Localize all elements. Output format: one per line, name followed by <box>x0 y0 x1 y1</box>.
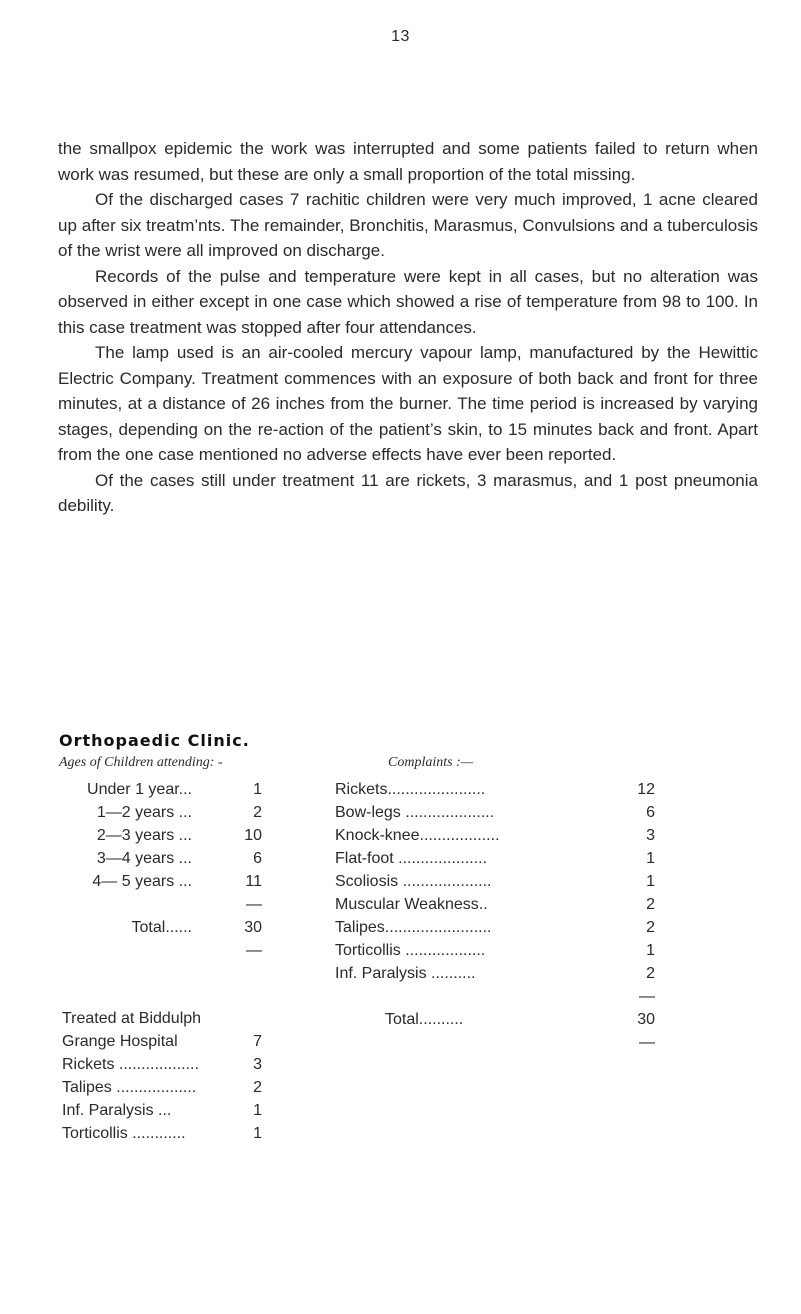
table-row <box>335 1008 655 1031</box>
table-row <box>335 870 655 893</box>
row-label: Torticollis ............ <box>62 1125 186 1142</box>
row-value: 2 <box>646 965 655 982</box>
treated-table <box>62 1007 262 1145</box>
table-row <box>62 1122 262 1145</box>
table-row <box>335 916 655 939</box>
row-label: Inf. Paralysis ... <box>62 1102 172 1119</box>
row-label: Total.......... <box>385 1011 464 1028</box>
row-value: 1 <box>646 942 655 959</box>
table-row <box>335 824 655 847</box>
table-row <box>335 801 655 824</box>
table-row <box>62 939 262 962</box>
ages-heading: Ages of Children attending: - <box>59 755 223 770</box>
row-value: 2 <box>253 1079 262 1096</box>
paragraph: Records of the pulse and temperature were kept in all cases, but no alteration was observed in either except in one case which showed a rise of temperature from 98 to 100. In this case treatment was stopped after four attendances. <box>58 266 758 337</box>
table-row <box>335 778 655 801</box>
row-label: Flat-foot .................... <box>335 850 488 867</box>
table-row <box>335 847 655 870</box>
row-value: 1 <box>646 850 655 867</box>
ages-table <box>62 778 262 962</box>
table-row <box>62 847 262 870</box>
row-value: — <box>639 1034 655 1051</box>
row-value: — <box>246 896 262 913</box>
paragraph: the smallpox epidemic the work was interrupted and some patients failed to return when work was resumed, but these are only a small proportion of the total missing. <box>58 139 758 184</box>
row-label: Muscular Weakness.. <box>335 896 488 913</box>
row-value: 1 <box>253 1102 262 1119</box>
row-value: — <box>639 988 655 1005</box>
row-value: 2 <box>646 919 655 936</box>
table-row <box>335 893 655 916</box>
table-row <box>335 985 655 1008</box>
row-label: Under 1 year... <box>87 781 192 798</box>
row-label: 1—2 years ... <box>96 804 192 821</box>
row-label: 3—4 years ... <box>96 850 192 867</box>
row-label: Rickets...................... <box>335 781 486 798</box>
row-value: 3 <box>646 827 655 844</box>
row-label: 4— 5 years ... <box>92 873 192 890</box>
table-row <box>62 870 262 893</box>
paragraph: Of the discharged cases 7 rachitic children were very much improved, 1 acne cleared up after six treatm’nts. The remainder, Bronchitis, Marasmus, Convulsions and a tuberculosis of the wrist were all improved on discharge. <box>58 190 758 260</box>
row-value: 3 <box>253 1056 262 1073</box>
table-row <box>62 1030 262 1053</box>
row-value: 6 <box>646 804 655 821</box>
body-text <box>58 136 758 519</box>
row-label: Torticollis .................. <box>335 942 486 959</box>
row-label: Rickets .................. <box>62 1056 199 1073</box>
row-value: 11 <box>245 873 262 890</box>
row-label: Talipes .................. <box>62 1079 197 1096</box>
row-value: 1 <box>253 781 262 798</box>
row-label: Knock-knee.................. <box>335 827 500 844</box>
row-value: 10 <box>244 827 262 844</box>
table-row <box>335 1031 655 1054</box>
table-row <box>62 778 262 801</box>
row-label: Total...... <box>131 919 192 936</box>
row-label: Inf. Paralysis .......... <box>335 965 476 982</box>
table-row <box>62 916 262 939</box>
row-value: 30 <box>637 1011 655 1028</box>
row-label: Bow-legs .................... <box>335 804 495 821</box>
row-label: Talipes........................ <box>335 919 492 936</box>
complaints-table <box>335 778 655 1054</box>
clinic-heading: Orthopaedic Clinic. <box>59 731 250 750</box>
row-value: 30 <box>244 919 262 936</box>
table-row <box>62 801 262 824</box>
paragraph: The lamp used is an air-cooled mercury vapour lamp, manufactured by the Hewittic Electric Company. Treatment commences with an exposure of both back and front for three minutes, at a distance of 26 inches from the burner. The time period is increased by varying stages, depending on the re-action of the patient’s skin, to 15 minutes back and front. Apart from the one case mentioned no adverse effects have ever been reported. <box>58 343 758 464</box>
complaints-heading: Complaints :— <box>388 755 474 770</box>
treated-heading: Treated at Biddulph <box>62 1010 202 1027</box>
row-value: 1 <box>253 1125 262 1142</box>
paragraph: Of the cases still under treatment 11 are rickets, 3 marasmus, and 1 post pneumonia debility. <box>58 470 758 515</box>
row-value: 7 <box>253 1033 262 1050</box>
row-value: — <box>246 942 262 959</box>
page-number: 13 <box>391 28 410 45</box>
row-value: 6 <box>253 850 262 867</box>
table-row <box>335 939 655 962</box>
row-value: 12 <box>637 781 655 798</box>
row-label: Grange Hospital <box>62 1033 178 1050</box>
row-label: 2—3 years ... <box>96 827 192 844</box>
table-row <box>62 1053 262 1076</box>
table-row <box>62 824 262 847</box>
table-row <box>62 893 262 916</box>
table-row <box>335 962 655 985</box>
row-label: Scoliosis .................... <box>335 873 492 890</box>
row-value: 2 <box>253 804 262 821</box>
table-row <box>62 1076 262 1099</box>
row-value: 2 <box>646 896 655 913</box>
table-row <box>62 1099 262 1122</box>
row-value: 1 <box>646 873 655 890</box>
